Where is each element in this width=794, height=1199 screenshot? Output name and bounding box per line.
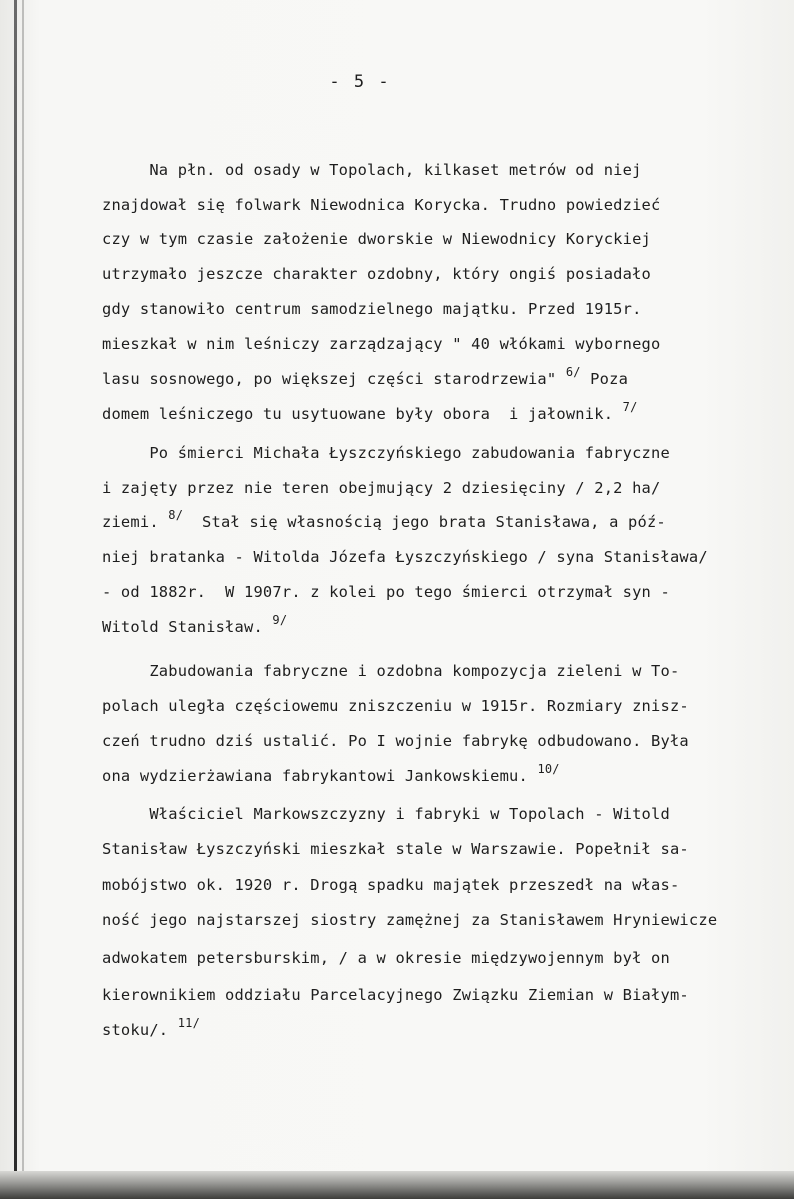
footnote-marker: 6/ [565, 365, 581, 379]
text-line: ność jego najstarszej siostry zamężnej za Stanisławem Hryniewicze [102, 911, 718, 929]
text-line-content: ziemi. [102, 513, 159, 531]
footnote-marker: 7/ [622, 400, 638, 414]
text-line: polach uległa częściowemu zniszczeniu w 1915r. Rozmiary znisz- [102, 697, 689, 715]
text-line: mobójstwo ok. 1920 r. Drogą spadku majątek przeszedł na włas- [102, 876, 680, 894]
footnote-marker: 9/ [272, 613, 288, 627]
text-line: i zajęty przez nie teren obejmujący 2 dziesięciny / 2,2 ha/ [102, 479, 661, 497]
text-line-with-footnote [102, 508, 666, 531]
text-line: Na płn. od osady w Topolach, kilkaset metrów od niej [102, 161, 642, 179]
text-line-content: lasu sosnowego, po większej części starodrzewia" [102, 370, 557, 388]
text-line-with-footnote [102, 1016, 201, 1039]
text-line: Stanisław Łyszczyński mieszkał stale w Warszawie. Popełnił sa- [102, 840, 689, 858]
text-line: Właściciel Markowszczyzny i fabryki w Topolach - Witold [102, 805, 670, 823]
text-line: - od 1882r. W 1907r. z kolei po tego śmierci otrzymał syn - [102, 583, 670, 601]
text-line: adwokatem petersburskim, / a w okresie międzywojennym był on [102, 949, 670, 967]
page-number: - 5 - [329, 72, 391, 92]
text-line: Po śmierci Michała Łyszczyńskiego zabudowania fabryczne [102, 444, 670, 462]
text-line-content: ona wydzierżawiana fabrykantowi Jankowskiemu. [102, 767, 528, 785]
text-line-with-footnote [102, 762, 560, 785]
text-line: niej bratanka - Witolda Józefa Łyszczyńskiego / syna Stanisława/ [102, 548, 708, 566]
text-line: utrzymało jeszcze charakter ozdobny, który ongiś posiadało [102, 265, 652, 283]
binding-edge [14, 0, 17, 1199]
bottom-shadow-edge [0, 1171, 794, 1199]
text-line-with-footnote [102, 365, 629, 388]
text-line-content: domem leśniczego tu usytuowane były obora i jałownik. [102, 405, 614, 423]
text-line-with-footnote [102, 613, 288, 636]
footnote-marker: 8/ [168, 508, 184, 522]
text-line-tail: Poza [590, 370, 629, 388]
text-line: kierownikiem oddziału Parcelacyjnego Związku Ziemian w Białym- [102, 986, 689, 1004]
text-line: Zabudowania fabryczne i ozdobna kompozycja zieleni w To- [102, 662, 680, 680]
text-line-with-footnote [102, 400, 638, 423]
text-line-tail: Stał się własnością jego brata Stanisława, a póź- [183, 513, 666, 531]
text-line: mieszkał w nim leśniczy zarządzający " 40 włókami wybornego [102, 335, 661, 353]
text-line-content: stoku/. [102, 1021, 169, 1039]
footnote-marker: 10/ [537, 762, 560, 776]
text-line: czeń trudno dziś ustalić. Po I wojnie fabrykę odbudowano. Była [102, 732, 689, 750]
text-line-content: Witold Stanisław. [102, 618, 263, 636]
text-line: gdy stanowiło centrum samodzielnego majątku. Przed 1915r. [102, 300, 642, 318]
text-line: znajdował się folwark Niewodnica Korycka. Trudno powiedzieć [102, 196, 661, 214]
footnote-marker: 11/ [177, 1016, 201, 1030]
binding-edge-inner [22, 0, 24, 1199]
text-line: czy w tym czasie założenie dworskie w Niewodnicy Koryckiej [102, 230, 652, 248]
